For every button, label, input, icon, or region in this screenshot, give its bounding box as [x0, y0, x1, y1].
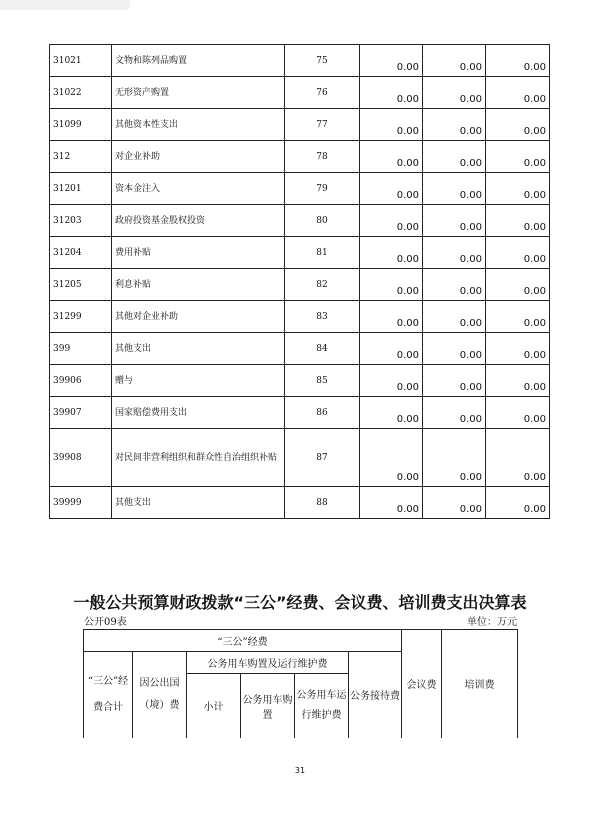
row-name: 其他支出 [112, 333, 285, 365]
row-value-3: 0.00 [486, 301, 550, 333]
row-name: 其他支出 [112, 487, 285, 519]
table-row [50, 397, 550, 429]
row-value-2: 0.00 [423, 397, 486, 429]
row-code: 31204 [50, 237, 112, 269]
row-value-3: 0.00 [486, 77, 550, 109]
row-name: 政府投资基金股权投资 [112, 205, 285, 237]
training-fee-header: 培训费 [442, 630, 518, 738]
row-value-3: 0.00 [486, 333, 550, 365]
vehicle-group-header: 公务用车购置及运行维护费 [187, 652, 349, 674]
table-row [50, 429, 550, 487]
row-code: 31203 [50, 205, 112, 237]
row-value-1: 0.00 [360, 205, 423, 237]
table-row [50, 237, 550, 269]
row-name: 对企业补助 [112, 141, 285, 173]
row-code: 399 [50, 333, 112, 365]
table-row [50, 301, 550, 333]
row-code: 39907 [50, 397, 112, 429]
vehicle-operation-header: 公务用车运行维护费 [295, 674, 349, 738]
meeting-fee-header: 会议费 [402, 630, 442, 738]
table-row [50, 109, 550, 141]
row-code: 39906 [50, 365, 112, 397]
row-index: 77 [285, 109, 360, 141]
row-code: 312 [50, 141, 112, 173]
row-value-2: 0.00 [423, 109, 486, 141]
row-index: 86 [285, 397, 360, 429]
row-value-2: 0.00 [423, 269, 486, 301]
row-value-3: 0.00 [486, 429, 550, 487]
row-value-2: 0.00 [423, 205, 486, 237]
row-index: 80 [285, 205, 360, 237]
row-value-3: 0.00 [486, 237, 550, 269]
table-row [50, 269, 550, 301]
row-value-3: 0.00 [486, 487, 550, 519]
row-code: 31299 [50, 301, 112, 333]
table-row [50, 205, 550, 237]
row-value-1: 0.00 [360, 301, 423, 333]
row-name: 资本金注入 [112, 173, 285, 205]
section-title: 一般公共预算财政拨款“三公”经费、会议费、培训费支出决算表 [73, 593, 527, 612]
page-number: 31 [294, 766, 306, 775]
row-value-2: 0.00 [423, 333, 486, 365]
row-value-1: 0.00 [360, 173, 423, 205]
row-name: 文物和陈列品购置 [112, 45, 285, 77]
row-value-1: 0.00 [360, 487, 423, 519]
sangong-header-table [83, 629, 518, 738]
row-value-1: 0.00 [360, 77, 423, 109]
row-value-2: 0.00 [423, 237, 486, 269]
row-value-1: 0.00 [360, 237, 423, 269]
row-code: 31021 [50, 45, 112, 77]
sangong-total-header: “三公”经费合计 [84, 652, 133, 738]
row-value-2: 0.00 [423, 365, 486, 397]
row-name: 利息补贴 [112, 269, 285, 301]
row-value-1: 0.00 [360, 141, 423, 173]
row-value-1: 0.00 [360, 45, 423, 77]
table-row [50, 45, 550, 77]
row-index: 87 [285, 429, 360, 487]
row-value-2: 0.00 [423, 429, 486, 487]
table-row [50, 141, 550, 173]
row-code: 31205 [50, 269, 112, 301]
table-row [50, 173, 550, 205]
row-code: 31201 [50, 173, 112, 205]
row-value-3: 0.00 [486, 141, 550, 173]
row-index: 83 [285, 301, 360, 333]
abroad-fee-header: 因公出国（境）费 [133, 652, 187, 738]
row-name: 对民间非营利组织和群众性自治组织补贴 [112, 429, 285, 487]
row-value-1: 0.00 [360, 333, 423, 365]
row-value-3: 0.00 [486, 205, 550, 237]
row-value-3: 0.00 [486, 365, 550, 397]
expense-table-body [50, 45, 550, 519]
row-value-3: 0.00 [486, 269, 550, 301]
row-code: 31022 [50, 77, 112, 109]
row-value-3: 0.00 [486, 173, 550, 205]
row-code: 39999 [50, 487, 112, 519]
table-row [50, 487, 550, 519]
expense-table [49, 44, 550, 519]
reception-fee-header: 公务接待费 [349, 652, 402, 738]
row-value-1: 0.00 [360, 397, 423, 429]
row-index: 81 [285, 237, 360, 269]
row-index: 78 [285, 141, 360, 173]
row-value-2: 0.00 [423, 77, 486, 109]
row-value-3: 0.00 [486, 109, 550, 141]
vehicle-subtotal-header: 小计 [187, 674, 241, 738]
row-name: 费用补贴 [112, 237, 285, 269]
row-value-2: 0.00 [423, 301, 486, 333]
row-index: 76 [285, 77, 360, 109]
row-value-3: 0.00 [486, 45, 550, 77]
row-name: 其他资本性支出 [112, 109, 285, 141]
row-code: 39908 [50, 429, 112, 487]
row-index: 85 [285, 365, 360, 397]
row-value-1: 0.00 [360, 269, 423, 301]
row-name: 无形资产购置 [112, 77, 285, 109]
sangong-header-cell: “三公”经费 [84, 630, 402, 652]
table-row [50, 77, 550, 109]
row-value-2: 0.00 [423, 141, 486, 173]
row-name: 国家赔偿费用支出 [112, 397, 285, 429]
row-value-2: 0.00 [423, 173, 486, 205]
corner-tab [0, 0, 130, 10]
row-value-2: 0.00 [423, 45, 486, 77]
vehicle-purchase-header: 公务用车购置 [241, 674, 295, 738]
row-index: 84 [285, 333, 360, 365]
unit-label: 单位：万元 [467, 617, 517, 628]
row-index: 79 [285, 173, 360, 205]
row-value-3: 0.00 [486, 397, 550, 429]
row-value-1: 0.00 [360, 365, 423, 397]
row-code: 31099 [50, 109, 112, 141]
row-name: 赠与 [112, 365, 285, 397]
row-index: 75 [285, 45, 360, 77]
row-index: 82 [285, 269, 360, 301]
row-value-1: 0.00 [360, 109, 423, 141]
row-name: 其他对企业补助 [112, 301, 285, 333]
table-number: 公开09表 [84, 617, 127, 628]
row-value-2: 0.00 [423, 487, 486, 519]
table-row [50, 333, 550, 365]
row-index: 88 [285, 487, 360, 519]
row-value-1: 0.00 [360, 429, 423, 487]
table-row [50, 365, 550, 397]
